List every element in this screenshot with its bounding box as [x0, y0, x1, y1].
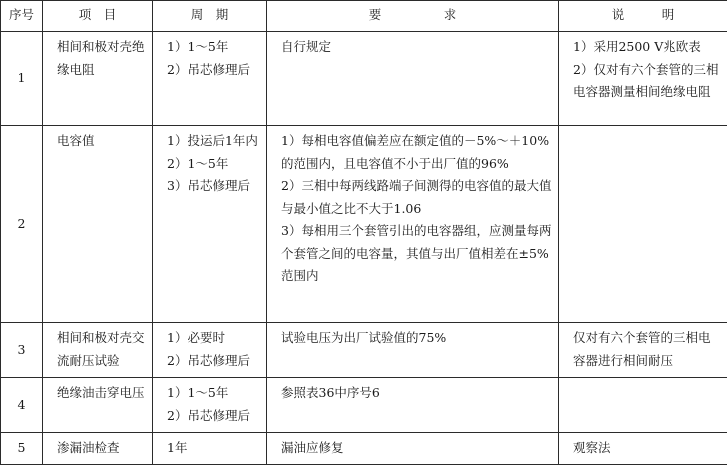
period-line: 1）必要时 [167, 327, 260, 350]
period-cell [153, 323, 267, 378]
period-line: 2）吊芯修理后 [167, 59, 260, 82]
period-line: 2）吊芯修理后 [167, 405, 260, 428]
header-requirement: 要 求 [267, 1, 559, 32]
note-line: 2）仅对有六个套管的三相电容器测量相间绝缘电阻 [573, 59, 721, 104]
row-number: 4 [1, 378, 43, 433]
table-row [1, 433, 727, 465]
requirement-cell [267, 378, 559, 433]
table-row [1, 126, 727, 323]
note-line: 观察法 [573, 437, 721, 460]
item-cell: 相间和极对壳绝缘电阻 [43, 32, 153, 126]
period-cell [153, 378, 267, 433]
note-line: 仅对有六个套管的三相电容器进行相间耐压 [573, 327, 721, 372]
note-cell [559, 378, 727, 433]
period-line: 1）1～5年 [167, 382, 260, 405]
header-period: 周 期 [153, 1, 267, 32]
header-row [1, 1, 727, 32]
requirement-cell [267, 32, 559, 126]
row-number: 1 [1, 32, 43, 126]
requirement-line: 漏油应修复 [281, 437, 552, 460]
period-line: 2）吊芯修理后 [167, 350, 260, 373]
row-number: 5 [1, 433, 43, 465]
requirement-line: 2）三相中每两线路端子间测得的电容值的最大值与最小值之比不大于1.06 [281, 175, 552, 220]
period-cell [153, 433, 267, 465]
requirement-line: 参照表36中序号6 [281, 382, 552, 405]
period-line: 1）1～5年 [167, 36, 260, 59]
note-cell [559, 433, 727, 465]
table-row [1, 323, 727, 378]
table-row [1, 378, 727, 433]
period-cell [153, 32, 267, 126]
item-cell: 绝缘油击穿电压 [43, 378, 153, 433]
header-note: 说 明 [559, 1, 727, 32]
row-number: 3 [1, 323, 43, 378]
period-line: 3）吊芯修理后 [167, 175, 260, 198]
header-item: 项 目 [43, 1, 153, 32]
note-line: 1）采用2500 V兆欧表 [573, 36, 721, 59]
period-line: 1）投运后1年内 [167, 130, 260, 153]
period-line: 1年 [167, 437, 260, 460]
note-cell [559, 323, 727, 378]
requirement-line: 自行规定 [281, 36, 552, 59]
header-num: 序号 [1, 1, 43, 32]
requirement-line: 3）每相用三个套管引出的电容器组，应测量每两个套管之间的电容量，其值与出厂值相差在±5%范围内 [281, 220, 552, 288]
note-cell [559, 126, 727, 323]
item-cell: 电容值 [43, 126, 153, 323]
note-cell [559, 32, 727, 126]
period-line: 2）1～5年 [167, 153, 260, 176]
table-row [1, 32, 727, 126]
requirement-cell [267, 126, 559, 323]
requirement-line: 试验电压为出厂试验值的75% [281, 327, 552, 350]
requirement-line: 1）每相电容值偏差应在额定值的－5%～＋10%的范围内，且电容值不小于出厂值的96% [281, 130, 552, 175]
item-cell: 相间和极对壳交流耐压试验 [43, 323, 153, 378]
requirement-cell [267, 433, 559, 465]
requirement-cell [267, 323, 559, 378]
item-cell: 渗漏油检查 [43, 433, 153, 465]
row-number: 2 [1, 126, 43, 323]
period-cell [153, 126, 267, 323]
